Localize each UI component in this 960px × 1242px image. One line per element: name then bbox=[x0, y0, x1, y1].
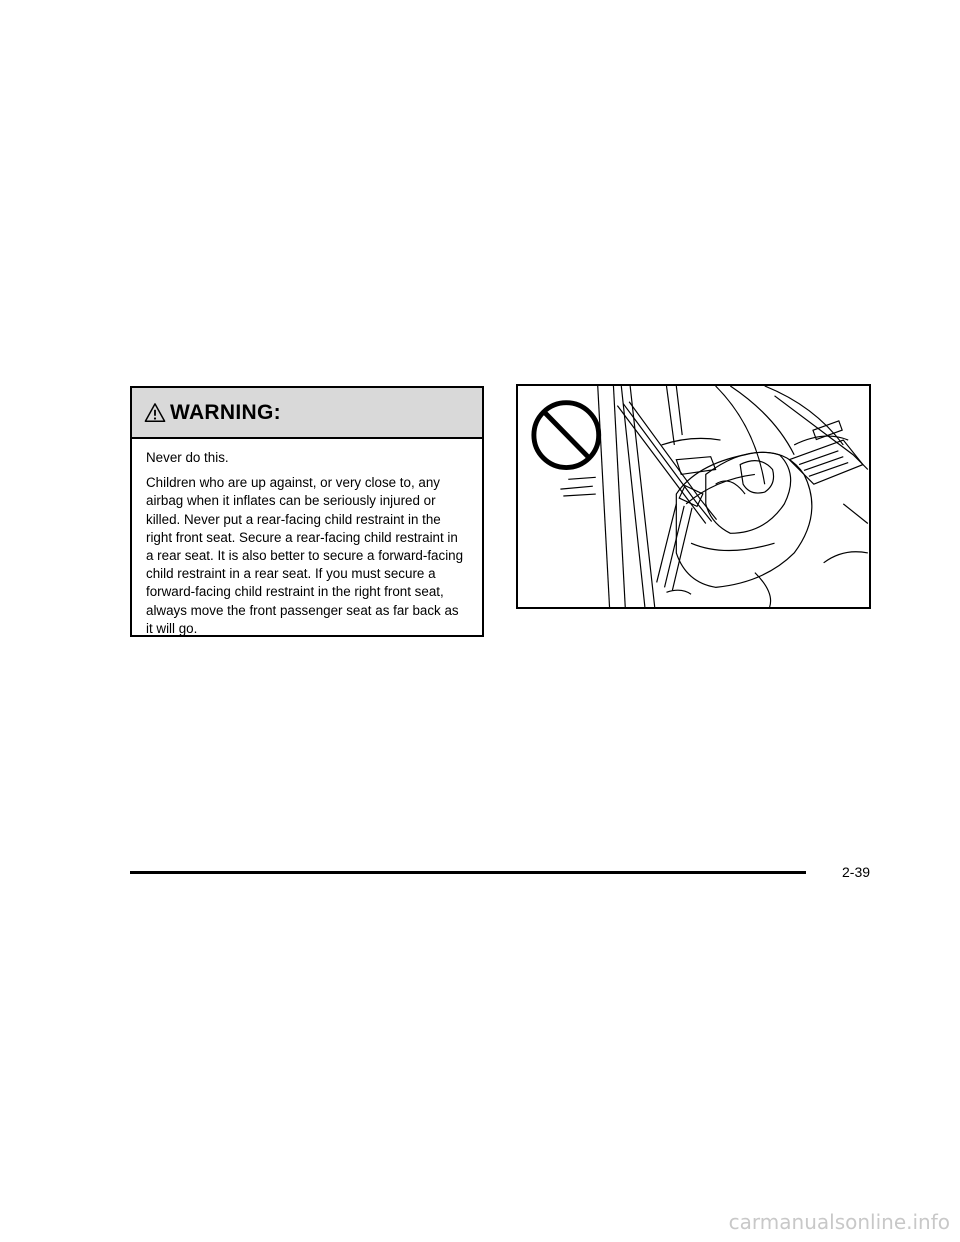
warning-body bbox=[132, 439, 482, 638]
car-interior-drawing bbox=[518, 386, 869, 607]
watermark: carmanualsonline.info bbox=[728, 1210, 950, 1234]
footer-rule bbox=[130, 871, 806, 874]
warning-paragraph: Never do this. bbox=[146, 450, 229, 465]
warning-title: WARNING: bbox=[170, 400, 281, 424]
caution-triangle-icon bbox=[144, 402, 166, 424]
warning-paragraph: Children who are up against, or very close to, any airbag when it inflates can be seriously injured or killed. Never put a rear-facing child restraint in the right front seat. Secure a rear-facing child restraint in a rear seat. It is also better to secure a forward-facing child restraint in a rear seat. If you must secure a forward-facing child restraint in the right front seat, always move the front passenger seat as far back as it will go. bbox=[146, 475, 464, 636]
warning-header bbox=[132, 388, 482, 439]
page-number: 2-39 bbox=[842, 864, 871, 880]
warning-box bbox=[130, 386, 484, 637]
child-restraint-illustration bbox=[516, 384, 871, 609]
prohibited-icon bbox=[534, 403, 599, 468]
